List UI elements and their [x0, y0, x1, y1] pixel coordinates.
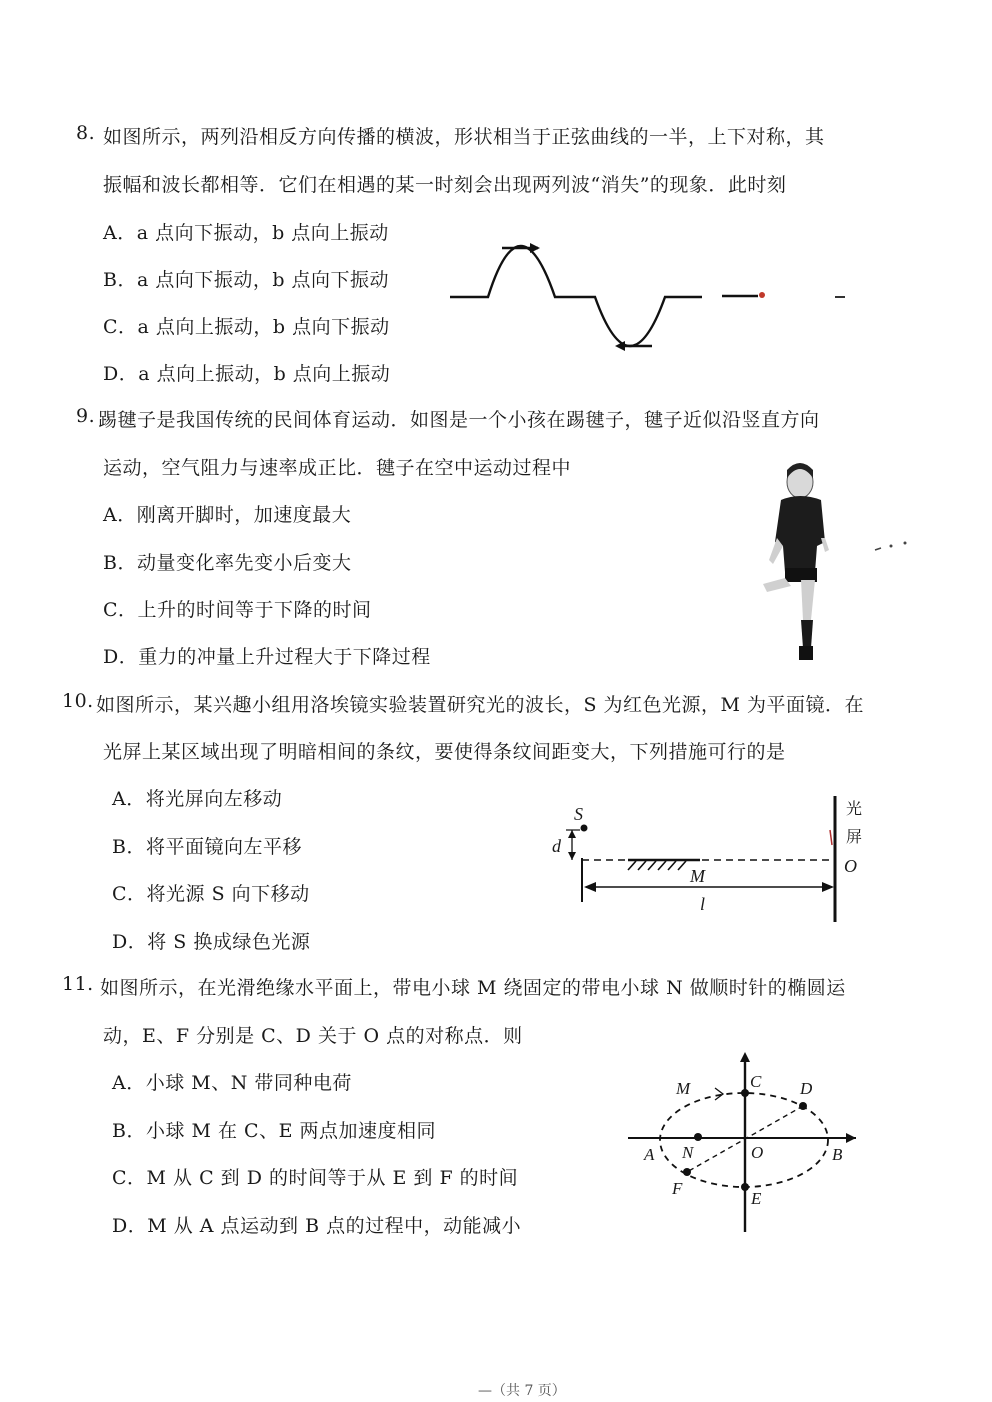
q8-wave-figure — [440, 230, 860, 360]
q8-red-mark — [759, 292, 765, 298]
q8-stem-line-1: 如图所示，两列沿相反方向传播的横波，形状相当于正弦曲线的一半，上下对称，其 — [103, 126, 825, 148]
q9-child-kicking-shuttlecock-photo — [755, 460, 915, 670]
q10-option-b: B．将平面镜向左平移 — [112, 836, 302, 858]
q11-option-b: B．小球 M 在 C、E 两点加速度相同 — [112, 1120, 436, 1142]
q10-label-m: M — [690, 866, 705, 886]
q11-ellipse-orbit-figure — [620, 1048, 880, 1238]
q11-option-d: D．M 从 A 点运动到 B 点的过程中，动能减小 — [112, 1215, 522, 1237]
q11-label-a: A — [644, 1145, 655, 1164]
q10-option-d: D．将 S 换成绿色光源 — [112, 931, 311, 953]
q11-stem-line-1: 如图所示，在光滑绝缘水平面上，带电小球 M 绕固定的带电小球 N 做顺时针的椭圆运 — [100, 977, 846, 999]
q11-point-c — [741, 1089, 749, 1097]
q9-option-a: A．刚离开脚时，加速度最大 — [103, 504, 352, 526]
q9-number: 9. — [76, 405, 96, 427]
q11-point-n — [694, 1133, 702, 1141]
q11-point-d — [799, 1102, 807, 1110]
q11-number: 11. — [62, 973, 94, 995]
q10-option-a: A．将光屏向左移动 — [112, 788, 283, 810]
q11-label-c: C — [750, 1072, 762, 1091]
q11-label-d: D — [800, 1079, 813, 1098]
q9-option-b: B．动量变化率先变小后变大 — [103, 552, 352, 574]
q10-number: 10. — [62, 690, 94, 712]
q8-option-c: C．a 点向上振动，b 点向下振动 — [103, 316, 390, 338]
q10-label-o: O — [844, 856, 857, 876]
q10-stem-line-1: 如图所示，某兴趣小组用洛埃镜实验装置研究光的波长，S 为红色光源，M 为平面镜．在 — [96, 694, 865, 716]
q10-option-c: C．将光源 S 向下移动 — [112, 883, 310, 905]
q10-label-screen-1: 光 — [846, 799, 863, 818]
q11-point-f — [683, 1168, 691, 1176]
q11-option-a: A．小球 M、N 带同种电荷 — [112, 1072, 352, 1094]
q11-option-c: C．M 从 C 到 D 的时间等于从 E 到 F 的时间 — [112, 1167, 519, 1189]
q11-point-e — [741, 1183, 749, 1191]
q8-option-a: A．a 点向下振动，b 点向上振动 — [103, 222, 389, 244]
q10-label-screen-2: 屏 — [846, 827, 863, 846]
q8-number: 8. — [76, 122, 96, 144]
q10-stem-line-2: 光屏上某区域出现了明暗相间的条纹，要使得条纹间距变大，下列措施可行的是 — [103, 741, 786, 763]
q9-stem-line-2: 运动，空气阻力与速率成正比．毽子在空中运动过程中 — [103, 457, 572, 479]
q11-label-f: F — [672, 1179, 683, 1198]
q11-label-e: E — [751, 1189, 762, 1208]
q11-label-b: B — [832, 1145, 843, 1164]
q9-option-c: C．上升的时间等于下降的时间 — [103, 599, 372, 621]
q10-label-d: d — [552, 836, 561, 856]
q10-source-point — [581, 825, 588, 832]
page-footer: —（共 7 页） — [478, 1383, 566, 1399]
q8-right-arrowhead — [530, 243, 540, 253]
q11-stem-line-2: 动，E、F 分别是 C、D 关于 O 点的对称点．则 — [103, 1025, 523, 1047]
q8-wave-upper-pulse — [450, 246, 702, 346]
q9-stem-line-1: 踢毽子是我国传统的民间体育运动．如图是一个小孩在踢毽子，毽子近似沿竖直方向 — [98, 409, 820, 431]
q8-option-d: D．a 点向上振动，b 点向上振动 — [103, 363, 391, 385]
q11-label-m: M — [676, 1079, 691, 1098]
q11-label-n: N — [682, 1143, 694, 1162]
q11-label-o: O — [751, 1143, 764, 1162]
q8-option-b: B．a 点向下振动，b 点向下振动 — [103, 269, 390, 291]
q10-label-l: l — [700, 894, 706, 914]
q10-label-s: S — [574, 804, 583, 824]
q9-option-d: D．重力的冲量上升过程大于下降过程 — [103, 646, 431, 668]
q10-lloyd-mirror-figure — [540, 790, 880, 930]
q8-stem-line-2: 振幅和波长都相等．它们在相遇的某一时刻会出现两列波“消失”的现象．此时刻 — [103, 174, 787, 196]
